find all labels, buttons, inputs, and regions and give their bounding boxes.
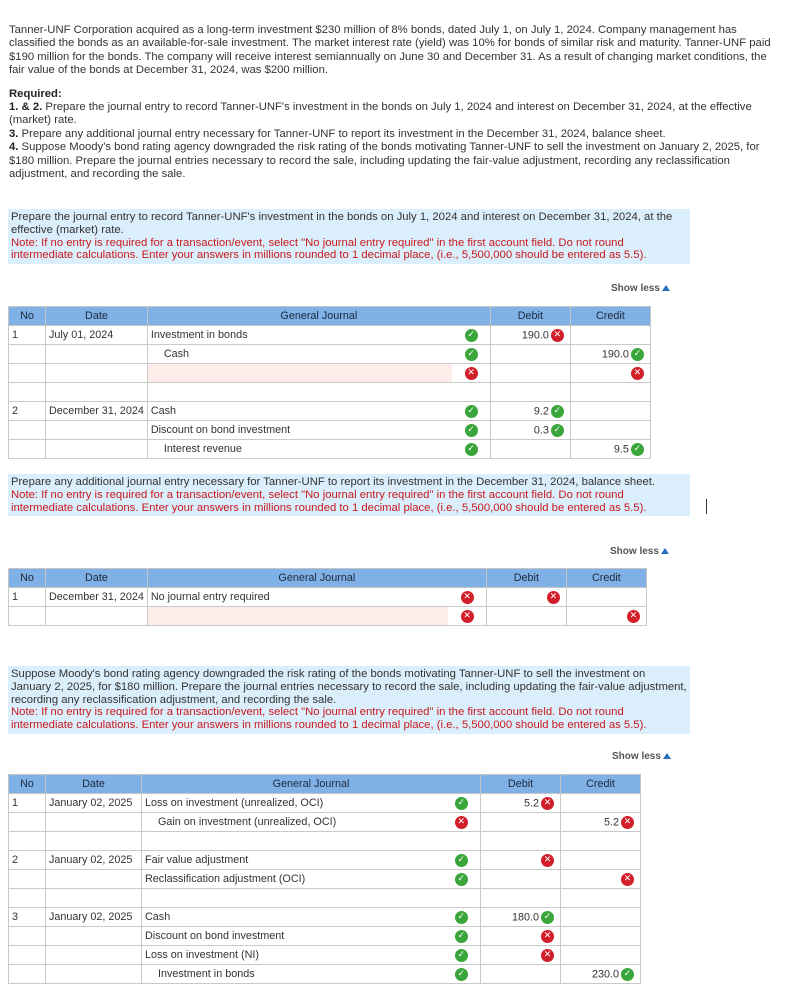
debit-cell[interactable] <box>481 927 561 946</box>
debit-cell[interactable] <box>486 588 566 607</box>
table-row <box>9 851 673 870</box>
debit-cell[interactable] <box>481 851 561 870</box>
cross-icon: ✕ <box>621 816 634 829</box>
check-icon: ✓ <box>465 405 478 418</box>
req-3-text: Prepare any additional journal entry necessary for Tanner-UNF to report its investment in the December 31, 2024, balance sheet. <box>18 127 666 140</box>
req-4-text: Suppose Moody's bond rating agency downgraded the risk rating of the bonds motivating Tanner-UNF to sell the investment on January 2, 2025, for $180 million. Prepare the journal entries necessary to record the sale, including updating the fair-value adjustment, recording any reclassification adjustment, and recording the sale. <box>9 141 760 181</box>
account-cell[interactable]: Investment in bonds <box>147 326 452 345</box>
section3-note: Note: If no entry is required for a transaction/event, select "No journal entry required" in the first account field. Do not round intermediate calculations. Enter your answers in millions rounded to 1 decimal place, (i.e., 5,500,000 should be entered as 5.5). <box>11 706 647 732</box>
table-row <box>9 946 673 965</box>
table-row <box>9 588 679 607</box>
table-row <box>9 607 679 626</box>
table-row-spacer <box>9 832 673 851</box>
col-no: No <box>9 307 46 326</box>
entry-number <box>9 421 46 440</box>
cross-icon: ✕ <box>541 854 554 867</box>
date-cell[interactable] <box>46 965 142 984</box>
date-cell[interactable] <box>46 364 148 383</box>
date-cell[interactable]: January 02, 2025 <box>46 794 142 813</box>
credit-cell[interactable] <box>561 927 641 946</box>
account-cell[interactable]: Cash <box>142 908 443 927</box>
col-journal: General Journal <box>147 307 490 326</box>
date-cell[interactable] <box>46 870 142 889</box>
check-icon: ✓ <box>541 911 554 924</box>
entry-number: 3 <box>9 908 46 927</box>
table-row <box>9 345 683 364</box>
show-less-label: Show less <box>611 283 660 294</box>
entry-number <box>9 946 46 965</box>
check-icon: ✓ <box>465 424 478 437</box>
date-cell[interactable] <box>46 607 148 626</box>
cross-icon: ✕ <box>621 873 634 886</box>
entry-number: 1 <box>9 794 46 813</box>
table-row <box>9 794 673 813</box>
debit-cell[interactable] <box>481 813 561 832</box>
section1-instructions <box>8 209 690 264</box>
table-row <box>9 813 673 832</box>
account-cell[interactable]: Discount on bond investment <box>142 927 443 946</box>
credit-cell[interactable] <box>561 965 641 984</box>
col-date: Date <box>46 569 148 588</box>
debit-cell[interactable] <box>486 607 566 626</box>
date-cell[interactable]: December 31, 2024 <box>46 402 148 421</box>
debit-value: 0.3 <box>533 423 549 436</box>
entry-number: 1 <box>9 588 46 607</box>
credit-cell[interactable] <box>561 908 641 927</box>
date-cell[interactable]: January 02, 2025 <box>46 908 142 927</box>
section1-show-less[interactable] <box>611 283 670 294</box>
debit-value: 180.0 <box>511 910 539 923</box>
col-credit: Credit <box>570 307 650 326</box>
show-less-label: Show less <box>612 751 661 762</box>
debit-cell[interactable] <box>481 870 561 889</box>
entry-number <box>9 927 46 946</box>
table-header <box>9 307 683 326</box>
table-row <box>9 870 673 889</box>
cross-icon: ✕ <box>631 367 644 380</box>
section2-show-less[interactable] <box>610 546 669 557</box>
debit-cell[interactable] <box>490 345 570 364</box>
account-cell[interactable]: No journal entry required <box>147 588 448 607</box>
date-cell[interactable]: July 01, 2024 <box>46 326 148 345</box>
req-12-text: Prepare the journal entry to record Tanner-UNF's investment in the bonds on July 1, 2024 and interest on December 31, 2024, at the effective (market) rate. <box>9 101 752 127</box>
credit-cell[interactable] <box>561 794 641 813</box>
account-cell[interactable]: Interest revenue <box>147 440 452 459</box>
credit-cell[interactable] <box>570 402 650 421</box>
entry-number <box>9 813 46 832</box>
table-row-spacer <box>9 889 673 908</box>
table-row <box>9 364 683 383</box>
account-cell[interactable]: Investment in bonds <box>142 965 443 984</box>
account-cell[interactable]: Loss on investment (unrealized, OCI) <box>142 794 443 813</box>
required-section <box>9 88 785 182</box>
check-icon: ✓ <box>465 443 478 456</box>
cross-icon: ✕ <box>541 797 554 810</box>
col-date: Date <box>46 307 148 326</box>
col-credit: Credit <box>566 569 646 588</box>
section2-instructions <box>8 474 690 516</box>
table-header <box>9 775 673 794</box>
triangle-up-icon <box>661 548 669 554</box>
check-icon: ✓ <box>631 443 644 456</box>
date-cell[interactable] <box>46 345 148 364</box>
section3-instruction-text: Suppose Moody's bond rating agency downgraded the risk rating of the bonds motivating Tanner-UNF to sell the investment on January 2, 2025, for $180 million. Prepare the journal entries necessary to record the sale, including updating the fair-value adjustment, recording any reclassification adjustment, and recording the sale. <box>11 668 687 706</box>
col-journal: General Journal <box>142 775 481 794</box>
cross-icon: ✕ <box>541 930 554 943</box>
cross-icon: ✕ <box>465 367 478 380</box>
table-row <box>9 326 683 345</box>
cross-icon: ✕ <box>461 591 474 604</box>
check-icon: ✓ <box>455 911 468 924</box>
entry-number <box>9 607 46 626</box>
credit-value: 5.2 <box>603 815 619 828</box>
date-cell[interactable] <box>46 813 142 832</box>
cross-icon: ✕ <box>551 329 564 342</box>
col-debit: Debit <box>481 775 561 794</box>
credit-cell[interactable] <box>566 607 646 626</box>
check-icon: ✓ <box>455 949 468 962</box>
check-icon: ✓ <box>551 405 564 418</box>
section2-note: Note: If no entry is required for a transaction/event, select "No journal entry required" in the first account field. Do not round intermediate calculations. Enter your answers in millions rounded to 1 decimal place, (i.e., 5,500,000 should be entered as 5.5). <box>11 488 647 514</box>
entry-number <box>9 345 46 364</box>
date-cell[interactable]: January 02, 2025 <box>46 851 142 870</box>
entry-number <box>9 364 46 383</box>
debit-cell[interactable] <box>490 364 570 383</box>
col-journal: General Journal <box>147 569 486 588</box>
credit-cell[interactable] <box>561 870 641 889</box>
check-icon: ✓ <box>551 424 564 437</box>
credit-value: 230.0 <box>591 967 619 980</box>
cross-icon: ✕ <box>461 610 474 623</box>
cross-icon: ✕ <box>547 591 560 604</box>
debit-cell[interactable] <box>490 326 570 345</box>
debit-cell[interactable] <box>481 965 561 984</box>
check-icon: ✓ <box>465 329 478 342</box>
account-cell[interactable] <box>147 607 448 626</box>
debit-cell[interactable] <box>490 421 570 440</box>
table-row <box>9 402 683 421</box>
req-3-label: 3. <box>9 127 19 140</box>
table-header <box>9 569 679 588</box>
section1-journal-table <box>8 306 683 459</box>
credit-cell[interactable] <box>570 345 650 364</box>
credit-value: 9.5 <box>613 442 629 455</box>
credit-cell[interactable] <box>570 421 650 440</box>
check-icon: ✓ <box>621 968 634 981</box>
account-cell[interactable]: Discount on bond investment <box>147 421 452 440</box>
table-row <box>9 965 673 984</box>
col-no: No <box>9 569 46 588</box>
req-12-label: 1. & 2. <box>9 101 43 114</box>
required-heading: Required: <box>9 87 62 100</box>
account-cell[interactable]: Fair value adjustment <box>142 851 443 870</box>
date-cell[interactable] <box>46 440 148 459</box>
entry-number: 1 <box>9 326 46 345</box>
credit-cell[interactable] <box>570 440 650 459</box>
account-cell[interactable]: Cash <box>147 345 452 364</box>
debit-cell[interactable] <box>481 908 561 927</box>
debit-cell[interactable] <box>490 402 570 421</box>
credit-cell[interactable] <box>561 946 641 965</box>
triangle-up-icon <box>662 285 670 291</box>
credit-cell[interactable] <box>570 326 650 345</box>
account-cell[interactable]: Loss on investment (NI) <box>142 946 443 965</box>
text-cursor <box>706 499 707 514</box>
debit-value: 5.2 <box>523 796 539 809</box>
entry-number <box>9 965 46 984</box>
credit-cell[interactable] <box>570 364 650 383</box>
col-credit: Credit <box>561 775 641 794</box>
cross-icon: ✕ <box>541 949 554 962</box>
section1-note: Note: If no entry is required for a transaction/event, select "No journal entry required" in the first account field. Do not round intermediate calculations. Enter your answers in millions rounded to 1 decimal place, (i.e., 5,500,000 should be entered as 5.5). <box>11 236 647 262</box>
section3-instructions <box>8 666 690 734</box>
section2-journal-table <box>8 568 679 626</box>
col-date: Date <box>46 775 142 794</box>
cross-icon: ✕ <box>455 816 468 829</box>
table-row <box>9 440 683 459</box>
problem-statement <box>9 24 785 181</box>
col-no: No <box>9 775 46 794</box>
entry-number <box>9 440 46 459</box>
date-cell[interactable] <box>46 946 142 965</box>
table-row <box>9 927 673 946</box>
entry-number <box>9 870 46 889</box>
credit-value: 190.0 <box>601 347 629 360</box>
entry-number: 2 <box>9 851 46 870</box>
table-row <box>9 908 673 927</box>
col-debit: Debit <box>490 307 570 326</box>
col-debit: Debit <box>486 569 566 588</box>
section3-show-less[interactable] <box>612 751 671 762</box>
table-row <box>9 421 683 440</box>
section3-journal-table <box>8 774 673 984</box>
date-cell[interactable] <box>46 421 148 440</box>
debit-value: 190.0 <box>521 328 549 341</box>
account-cell[interactable]: Cash <box>147 402 452 421</box>
date-cell[interactable]: December 31, 2024 <box>46 588 148 607</box>
debit-value: 9.2 <box>533 404 549 417</box>
credit-cell[interactable] <box>566 588 646 607</box>
check-icon: ✓ <box>455 968 468 981</box>
entry-number: 2 <box>9 402 46 421</box>
account-cell[interactable]: Gain on investment (unrealized, OCI) <box>142 813 443 832</box>
account-cell[interactable] <box>147 364 452 383</box>
check-icon: ✓ <box>631 348 644 361</box>
date-cell[interactable] <box>46 927 142 946</box>
check-icon: ✓ <box>455 797 468 810</box>
cross-icon: ✕ <box>627 610 640 623</box>
show-less-label: Show less <box>610 546 659 557</box>
debit-cell[interactable] <box>481 946 561 965</box>
debit-cell[interactable] <box>481 794 561 813</box>
debit-cell[interactable] <box>490 440 570 459</box>
intro-text: Tanner-UNF Corporation acquired as a long-term investment $230 million of 8% bonds, dated July 1, on July 1, 2024. Company management has classified the bonds as an available-for-sale investment. The market interest rate (yield) was 10% for bonds of similar risk and maturity. Tanner-UNF paid $190 million for the bonds. The company will receive interest semiannually on June 30 and December 31. As a result of changing market conditions, the fair value of the bonds at December 31, 2024, was $200 million. <box>9 24 771 77</box>
triangle-up-icon <box>663 753 671 759</box>
req-4-label: 4. <box>9 141 19 154</box>
credit-cell[interactable] <box>561 813 641 832</box>
check-icon: ✓ <box>455 854 468 867</box>
check-icon: ✓ <box>455 930 468 943</box>
section2-instruction-text: Prepare any additional journal entry necessary for Tanner-UNF to report its investment in the December 31, 2024, balance sheet. <box>11 476 656 488</box>
section1-instruction-text: Prepare the journal entry to record Tanner-UNF's investment in the bonds on July 1, 2024 and interest on December 31, 2024, at the effective (market) rate. <box>11 211 673 236</box>
account-cell[interactable]: Reclassification adjustment (OCI) <box>142 870 443 889</box>
check-icon: ✓ <box>455 873 468 886</box>
table-row-spacer <box>9 383 683 402</box>
credit-cell[interactable] <box>561 851 641 870</box>
check-icon: ✓ <box>465 348 478 361</box>
